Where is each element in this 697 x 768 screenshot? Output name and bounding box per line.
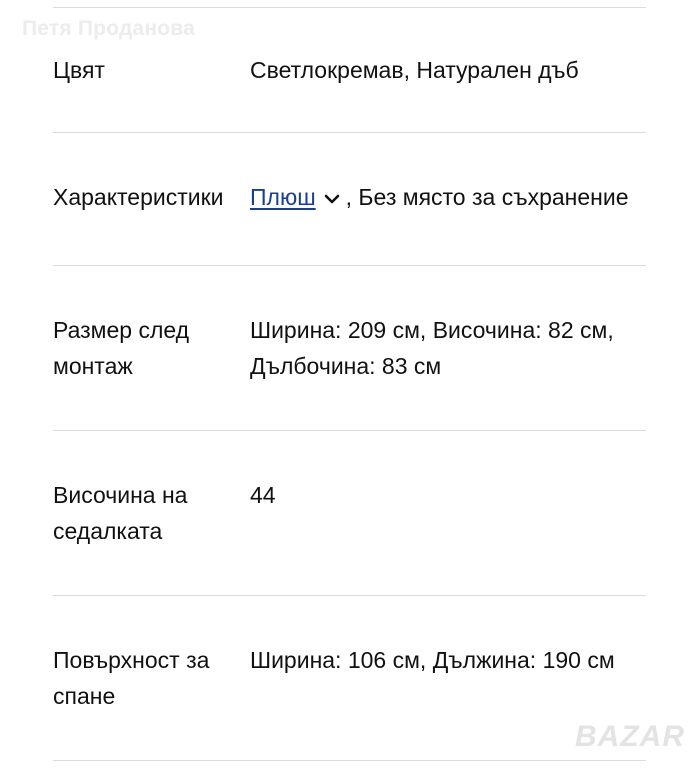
spec-value: [250, 179, 646, 219]
watermark-text: Петя Проданова: [22, 17, 195, 40]
spec-row-assembled-size: [53, 266, 646, 430]
spec-value: Ширина: 106 см, Дължина: 190 см: [250, 647, 615, 673]
spec-label: Височина на седалката: [53, 482, 188, 544]
product-specs-table: [53, 7, 646, 761]
spec-value: 44: [250, 482, 276, 508]
spec-value-rest: , Без място за съхранение: [345, 184, 629, 211]
brand-watermark-logo: BAZAR: [575, 720, 685, 753]
chevron-down-icon[interactable]: [324, 179, 340, 215]
spec-row-color: [53, 8, 646, 132]
spec-label: Размер след монтаж: [53, 317, 190, 379]
spec-label: Повърхност за спане: [53, 647, 210, 709]
spec-label: Цвят: [53, 57, 105, 83]
spec-label: Характеристики: [53, 184, 224, 210]
spec-value: Ширина: 209 см, Височина: 82 см, Дълбочина: 83 см: [250, 317, 614, 379]
row-divider: [53, 760, 646, 761]
spec-row-seat-height: [53, 431, 646, 595]
spec-row-features: [53, 133, 646, 265]
plush-info-link[interactable]: Плюш: [250, 184, 316, 211]
spec-value: Светлокремав, Натурален дъб: [250, 57, 579, 83]
spec-row-sleeping-surface: [53, 596, 646, 760]
